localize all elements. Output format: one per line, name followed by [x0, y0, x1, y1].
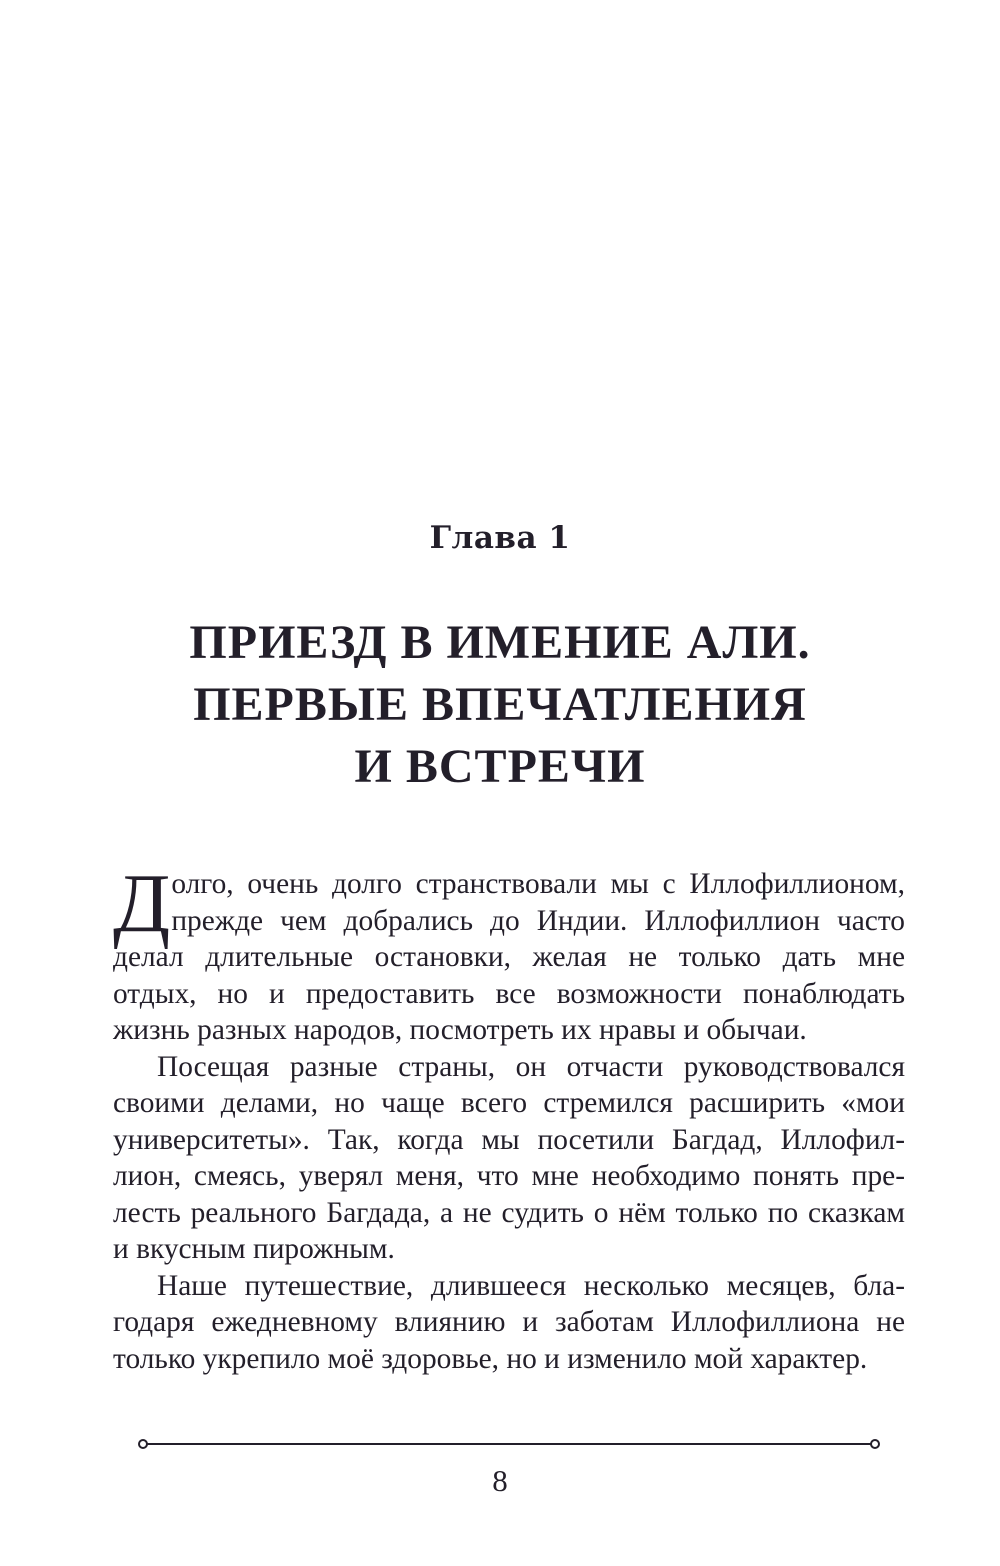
- text-line: Посещая разные страны, он отчасти руководствовался: [157, 1050, 905, 1083]
- chapter-title-line: ПЕРВЫЕ ВПЕЧАТЛЕНИЯ: [193, 678, 807, 731]
- text-line: лесть реального Багдада, а не судить о нём только по сказкам: [113, 1196, 905, 1229]
- drop-cap: Д: [113, 857, 171, 950]
- text-line: Наше путешествие, длившееся несколько месяцев, бла-: [157, 1269, 905, 1302]
- text-line: своими делами, но чаще всего стремился расширить «мои: [113, 1087, 905, 1119]
- chapter-label: Глава 1: [429, 520, 571, 556]
- footer-rule: [146, 1443, 874, 1445]
- body-text: [113, 857, 905, 1377]
- text-line: и вкусным пирожным.: [113, 1233, 395, 1265]
- rule-end-dot: [870, 1439, 880, 1449]
- paragraph-3: [113, 1268, 905, 1378]
- text-line: олго, очень долго странствовали мы с Иллофиллионом,: [171, 868, 905, 900]
- text-line: университеты». Так, когда мы посетили Багдад, Иллофил-: [113, 1123, 905, 1156]
- paragraph-1: [113, 857, 905, 1049]
- chapter-title-line: ПРИЕЗД В ИМЕНИЕ АЛИ.: [189, 616, 811, 669]
- text-line: делал длительные остановки, желая не только дать мне: [113, 941, 905, 973]
- rule-end-dot: [138, 1439, 148, 1449]
- chapter-title: [60, 612, 940, 798]
- text-line: отдых, но и предоставить все возможности понаблюдать: [113, 977, 905, 1010]
- text-line: лион, смеясь, уверял меня, что мне необходимо понять пре-: [113, 1160, 905, 1192]
- page-number: 8: [492, 1463, 508, 1498]
- text-line: годаря ежедневному влиянию и заботам Иллофиллиона не: [113, 1306, 905, 1338]
- chapter-title-line: И ВСТРЕЧИ: [354, 740, 646, 793]
- text-line: прежде чем добрались до Индии. Иллофиллион часто: [171, 904, 905, 937]
- text-line: только укрепило моё здоровье, но и изменило мой характер.: [113, 1342, 868, 1375]
- paragraph-2: [113, 1049, 905, 1268]
- text-line: жизнь разных народов, посмотреть их нравы и обычаи.: [113, 1014, 807, 1046]
